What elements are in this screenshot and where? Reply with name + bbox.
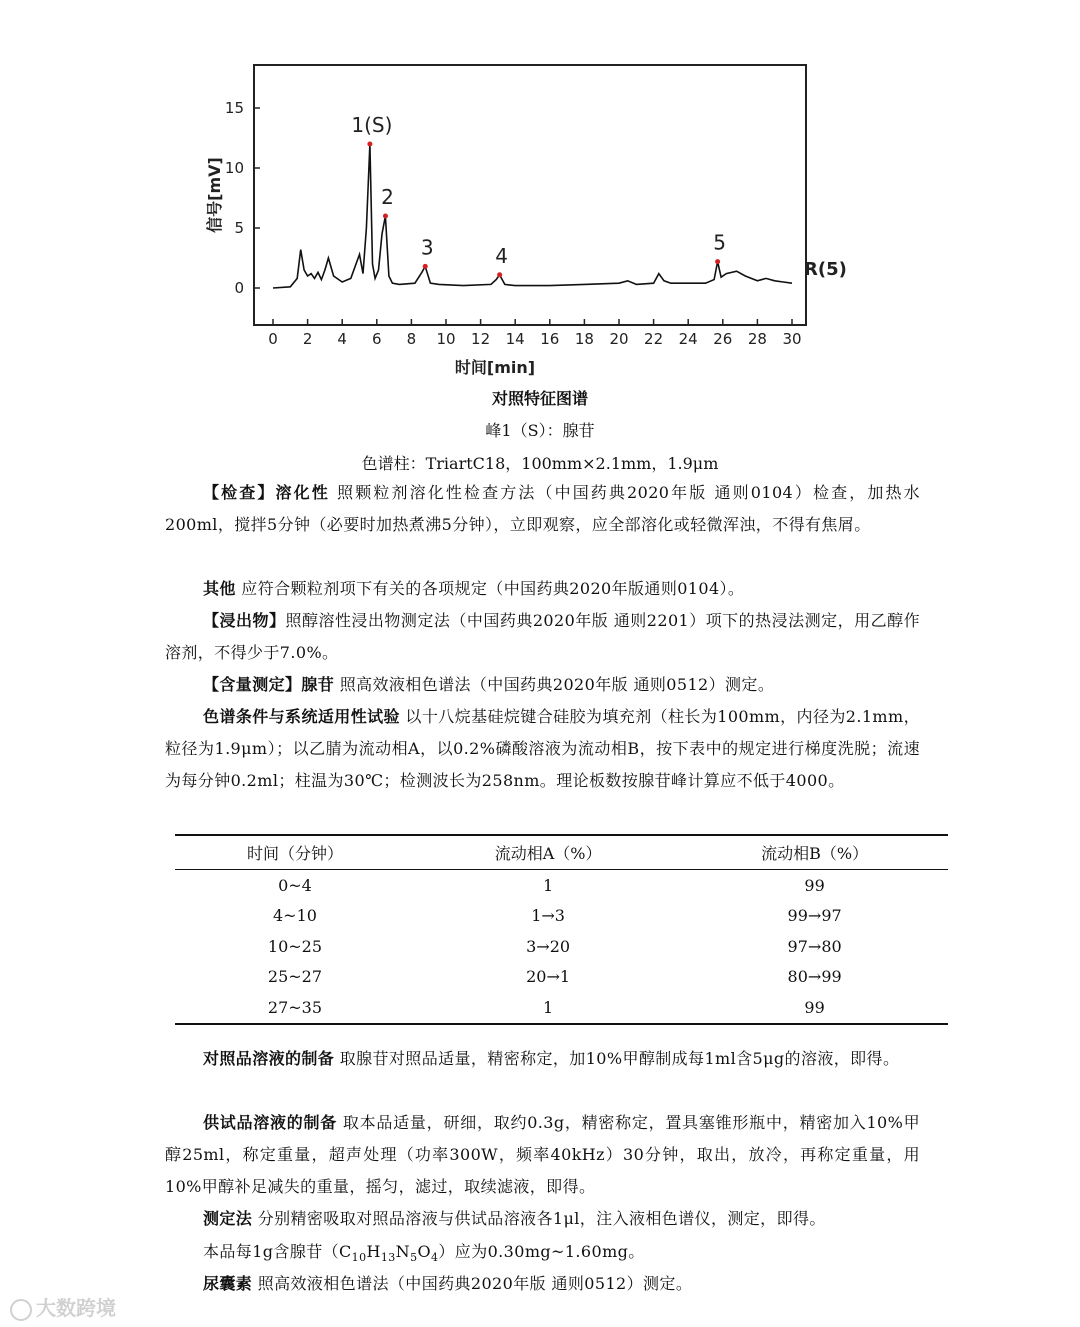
table-row (175, 931, 948, 962)
watermark-text: 大数跨境 (36, 1296, 116, 1320)
cell-phase-b: 99 (804, 997, 825, 1017)
table-row (175, 870, 948, 901)
peak-marker (715, 259, 720, 264)
test-solution-heading: 供试品溶液的制备 (203, 1113, 338, 1132)
gradient-table (175, 834, 948, 1025)
inspection-heading: 【检查】溶化性 (203, 483, 330, 502)
x-tick-label: 0 (268, 330, 278, 348)
header-phase-a: 流动相A（%） (494, 844, 602, 863)
x-tick-label: 10 (436, 330, 456, 348)
peak-note: 峰1（S）：腺苷 (485, 421, 595, 440)
watermark (10, 1292, 116, 1321)
cell-phase-b: 97→80 (787, 936, 842, 956)
x-tick-label: 24 (678, 330, 698, 348)
cell-time: 0~4 (278, 875, 312, 895)
x-tick-label: 6 (372, 330, 382, 348)
conditions-heading: 色谱条件与系统适用性试验 (203, 707, 400, 726)
x-tick-label: 16 (540, 330, 560, 348)
x-tick-label: 18 (574, 330, 594, 348)
extract-text: 照醇溶性浸出物测定法（中国药典2020年版 通则2201）项下的热浸法测定，用乙醇作溶剂，不得少于7.0%。 (165, 611, 920, 662)
cell-phase-a: 1 (542, 997, 554, 1017)
sub-c: 10 (351, 1251, 367, 1265)
x-tick-label: 12 (471, 330, 491, 348)
allantoin-text: 照高效液相色谱法（中国药典2020年版 通则0512）测定。 (252, 1274, 693, 1293)
peak-label: 2 (381, 185, 394, 209)
peak-label: 3 (420, 235, 434, 260)
table-row (175, 962, 948, 993)
trace-label: R(5) (804, 259, 847, 280)
chromatogram-svg (190, 55, 850, 385)
other-heading: 其他 (203, 579, 236, 598)
paragraph-test-solution (165, 1107, 920, 1203)
sub-h: 13 (380, 1251, 396, 1265)
peak-marker (383, 214, 388, 219)
extract-heading: 【浸出物】 (203, 611, 286, 630)
cell-phase-a: 1 (542, 875, 554, 895)
y-tick-label: 0 (234, 279, 244, 297)
cell-phase-b: 99 (804, 875, 825, 895)
header-phase-b: 流动相B（%） (761, 844, 869, 863)
method-heading: 测定法 (203, 1209, 253, 1228)
test-solution-text: 取本品适量，研细，取约0.3g，精密称定，置具塞锥形瓶中，精密加入10%甲醇25ml，称定重量，超声处理（功率300W，频率40kHz）30分钟，取出，放冷，再称定重量，用10%甲醇补足减失的重量，摇匀，滤过，取续滤液，即得。 (165, 1113, 920, 1196)
method-text: 分别精密吸取对照品溶液与供试品溶液各1μl，注入液相色谱仪，测定，即得。 (252, 1209, 826, 1228)
y-tick-label: 10 (224, 159, 244, 177)
cell-phase-a: 3→20 (526, 936, 571, 956)
cell-time: 27~35 (267, 997, 323, 1017)
formula-o: O (417, 1242, 431, 1261)
y-axis-label: 信号[mV] (205, 157, 224, 233)
x-tick-label: 4 (337, 330, 347, 348)
formula-n: N (395, 1242, 411, 1261)
x-tick-label: 28 (747, 330, 767, 348)
y-tick-label: 15 (224, 99, 244, 117)
x-tick-label: 8 (406, 330, 417, 348)
x-axis-ticks (268, 319, 801, 348)
cell-time: 25~27 (267, 967, 323, 987)
cell-time: 10~25 (267, 936, 323, 956)
x-tick-label: 22 (644, 330, 664, 348)
x-tick-label: 20 (609, 330, 629, 348)
assay-heading: 【含量测定】腺苷 (203, 675, 335, 694)
cell-phase-b: 99→97 (787, 906, 842, 926)
peak-label: 4 (495, 243, 508, 268)
x-axis-label: 时间[min] (454, 358, 536, 377)
limit-text-b: ）应为0.30mg~1.60mg。 (438, 1242, 645, 1261)
cell-time: 4~10 (273, 906, 317, 926)
chromatogram-trace (273, 144, 792, 288)
paragraph-allantoin (165, 1268, 920, 1300)
peak-label: 5 (713, 230, 726, 255)
table-header-row (175, 835, 948, 870)
cell-phase-b: 80→99 (787, 967, 842, 987)
table-row (175, 901, 948, 932)
x-tick-label: 26 (713, 330, 733, 348)
paragraph-reference-solution (165, 1043, 920, 1075)
paragraph-inspection (165, 477, 920, 541)
x-tick-label: 14 (505, 330, 525, 348)
header-time: 时间（分钟） (246, 844, 343, 863)
figure-title: 对照特征图谱 (491, 389, 588, 408)
paragraph-conditions (165, 701, 920, 797)
paragraph-assay (165, 669, 920, 701)
paragraph-extract (165, 605, 920, 669)
allantoin-heading: 尿囊素 (203, 1274, 253, 1293)
peak-marker (497, 272, 502, 277)
sub-n: 5 (410, 1251, 418, 1265)
sub-o: 4 (431, 1251, 439, 1265)
reference-text: 取腺苷对照品适量，精密称定，加10%甲醇制成每1ml含5μg的溶液，即得。 (334, 1049, 900, 1068)
cell-phase-a: 20→1 (526, 967, 571, 987)
inspection-text: 照颗粒剂溶化性检查方法（中国药典2020年版 通则0104）检查，加热水200ml，搅拌5分钟（必要时加热煮沸5分钟），立即观察，应全部溶化或轻微浑浊，不得有焦屑。 (165, 483, 920, 534)
y-tick-label: 5 (234, 219, 244, 237)
paragraph-method (165, 1203, 920, 1235)
chromatogram-chart (190, 55, 850, 385)
peak-markers (351, 113, 726, 277)
formula-h: H (366, 1242, 381, 1261)
other-text: 应符合颗粒剂项下有关的各项规定（中国药典2020年版通则0104）。 (235, 579, 745, 598)
cell-phase-a: 1→3 (531, 906, 565, 926)
peak-label: 1(S) (351, 113, 393, 137)
peak-marker (423, 264, 428, 269)
x-tick-label: 2 (302, 330, 313, 348)
x-tick-label: 30 (782, 330, 802, 348)
limit-text-a: 本品每1g含腺苷（C (203, 1242, 352, 1261)
table-row (175, 992, 948, 1024)
column-info: 色谱柱：TriartC18，100mm×2.1mm，1.9μm (361, 454, 719, 473)
paragraph-other (165, 573, 920, 605)
watermark-logo-icon (10, 1299, 32, 1321)
reference-heading: 对照品溶液的制备 (203, 1049, 335, 1068)
conditions-text: 以十八烷基硅烷键合硅胶为填充剂（柱长为100mm，内径为2.1mm，粒径为1.9μm）；以乙腈为流动相A，以0.2%磷酸溶液为流动相B，按下表中的规定进行梯度洗脱；流速为每分钟0.2ml；柱温为30℃；检测波长为258nm。理论板数按腺苷峰计算应不低于4000。 (165, 707, 920, 790)
peak-marker (367, 142, 372, 147)
assay-text: 照高效液相色谱法（中国药典2020年版 通则0512）测定。 (334, 675, 775, 694)
